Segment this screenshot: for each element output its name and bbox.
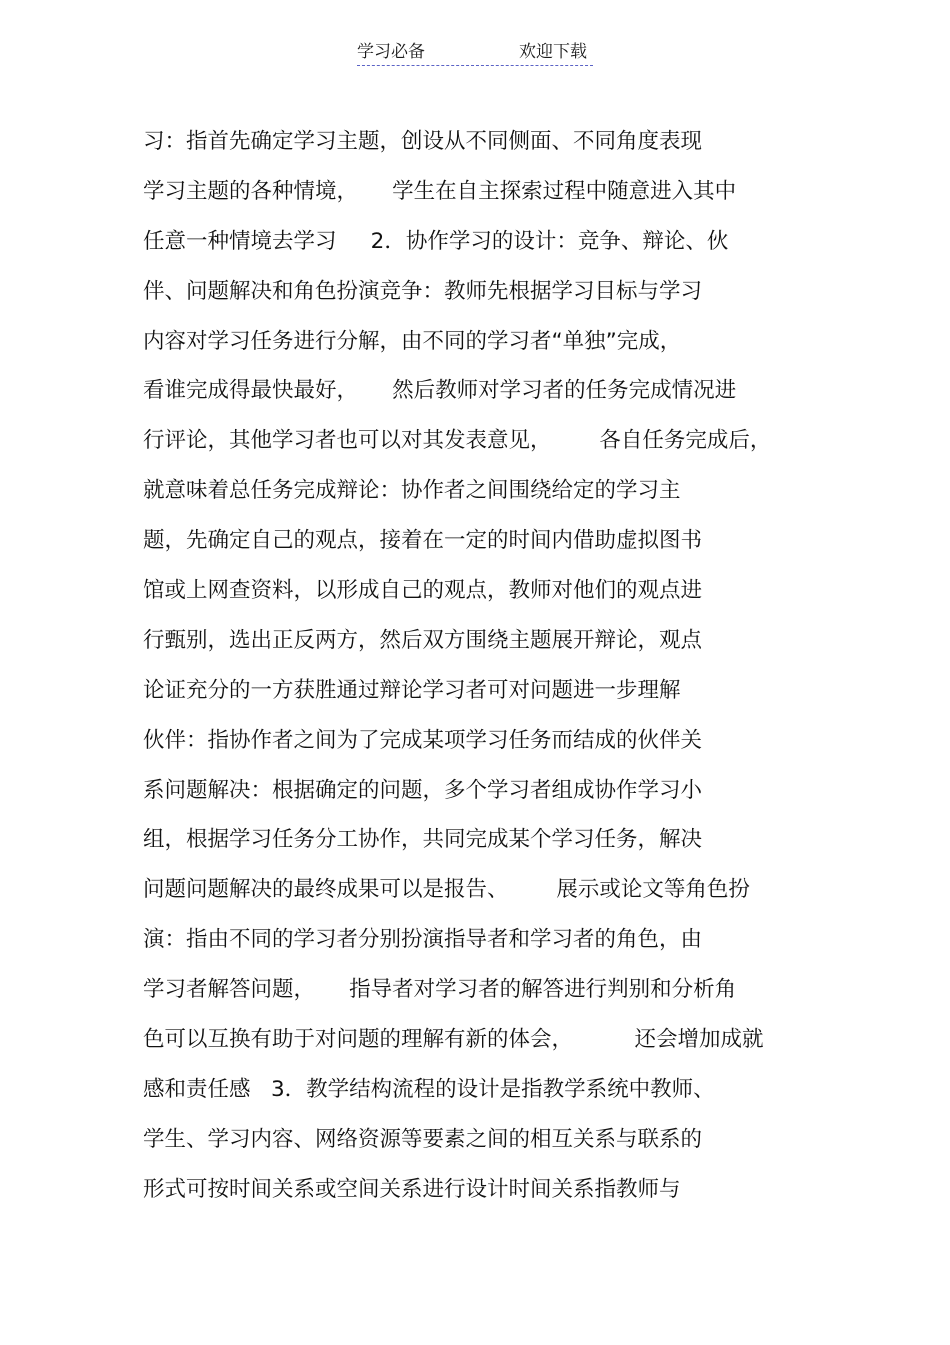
text-line: 问题问题解决的最终成果可以是报告、 展示或论文等角色扮	[143, 877, 750, 903]
header-dashed-rule	[357, 65, 593, 66]
text-line: 馆或上网查资料，以形成自己的观点，教师对他们的观点进	[143, 578, 703, 604]
text-line: 学习者解答问题， 指导者对学习者的解答进行判别和分析角	[143, 977, 737, 1003]
text-line: 任意一种情境去学习 2．协作学习的设计：竞争、辩论、伙	[143, 228, 729, 254]
text-line: 色可以互换有助于对问题的理解有新的体会， 还会增加成就	[143, 1027, 764, 1053]
text-line: 学习主题的各种情境， 学生在自主探索过程中随意进入其中	[143, 178, 737, 204]
text-line: 看谁完成得最快最好， 然后教师对学习者的任务完成情况进	[143, 378, 737, 404]
text-line: 伙伴：指协作者之间为了完成某项学习任务而结成的伙伴关	[143, 727, 703, 753]
text-line: 演：指由不同的学习者分别扮演指导者和学习者的角色，由	[143, 927, 703, 953]
header-left-text: 学习必备	[357, 42, 425, 62]
text-line: 行评论，其他学习者也可以对其发表意见， 各自任务完成后，	[143, 428, 772, 454]
page-header	[0, 40, 950, 70]
text-line: 系问题解决：根据确定的问题，多个学习者组成协作学习小	[143, 777, 703, 803]
text-line: 形式可按时间关系或空间关系进行设计时间关系指教师与	[143, 1176, 681, 1202]
document-body	[143, 122, 823, 1220]
text-line: 就意味着总任务完成辩论：协作者之间围绕给定的学习主	[143, 478, 681, 504]
text-line: 行甄别，选出正反两方，然后双方围绕主题展开辩论，观点	[143, 627, 703, 653]
text-line: 论证充分的一方获胜通过辩论学习者可对问题进一步理解	[143, 677, 681, 703]
text-line: 组，根据学习任务分工协作，共同完成某个学习任务，解决	[143, 827, 703, 853]
text-line: 内容对学习任务进行分解，由不同的学习者“单独”完成，	[143, 328, 682, 354]
text-line: 感和责任感 3．教学结构流程的设计是指教学系统中教师、	[143, 1076, 715, 1102]
text-line: 习：指首先确定学习主题，创设从不同侧面、不同角度表现	[143, 129, 703, 154]
text-line: 伴、问题解决和角色扮演竞争：教师先根据学习目标与学习	[143, 278, 703, 304]
text-line: 学生、学习内容、网络资源等要素之间的相互关系与联系的	[143, 1126, 703, 1152]
text-line: 题，先确定自己的观点，接着在一定的时间内借助虚拟图书	[143, 528, 703, 554]
header-right-text: 欢迎下载	[519, 42, 587, 62]
